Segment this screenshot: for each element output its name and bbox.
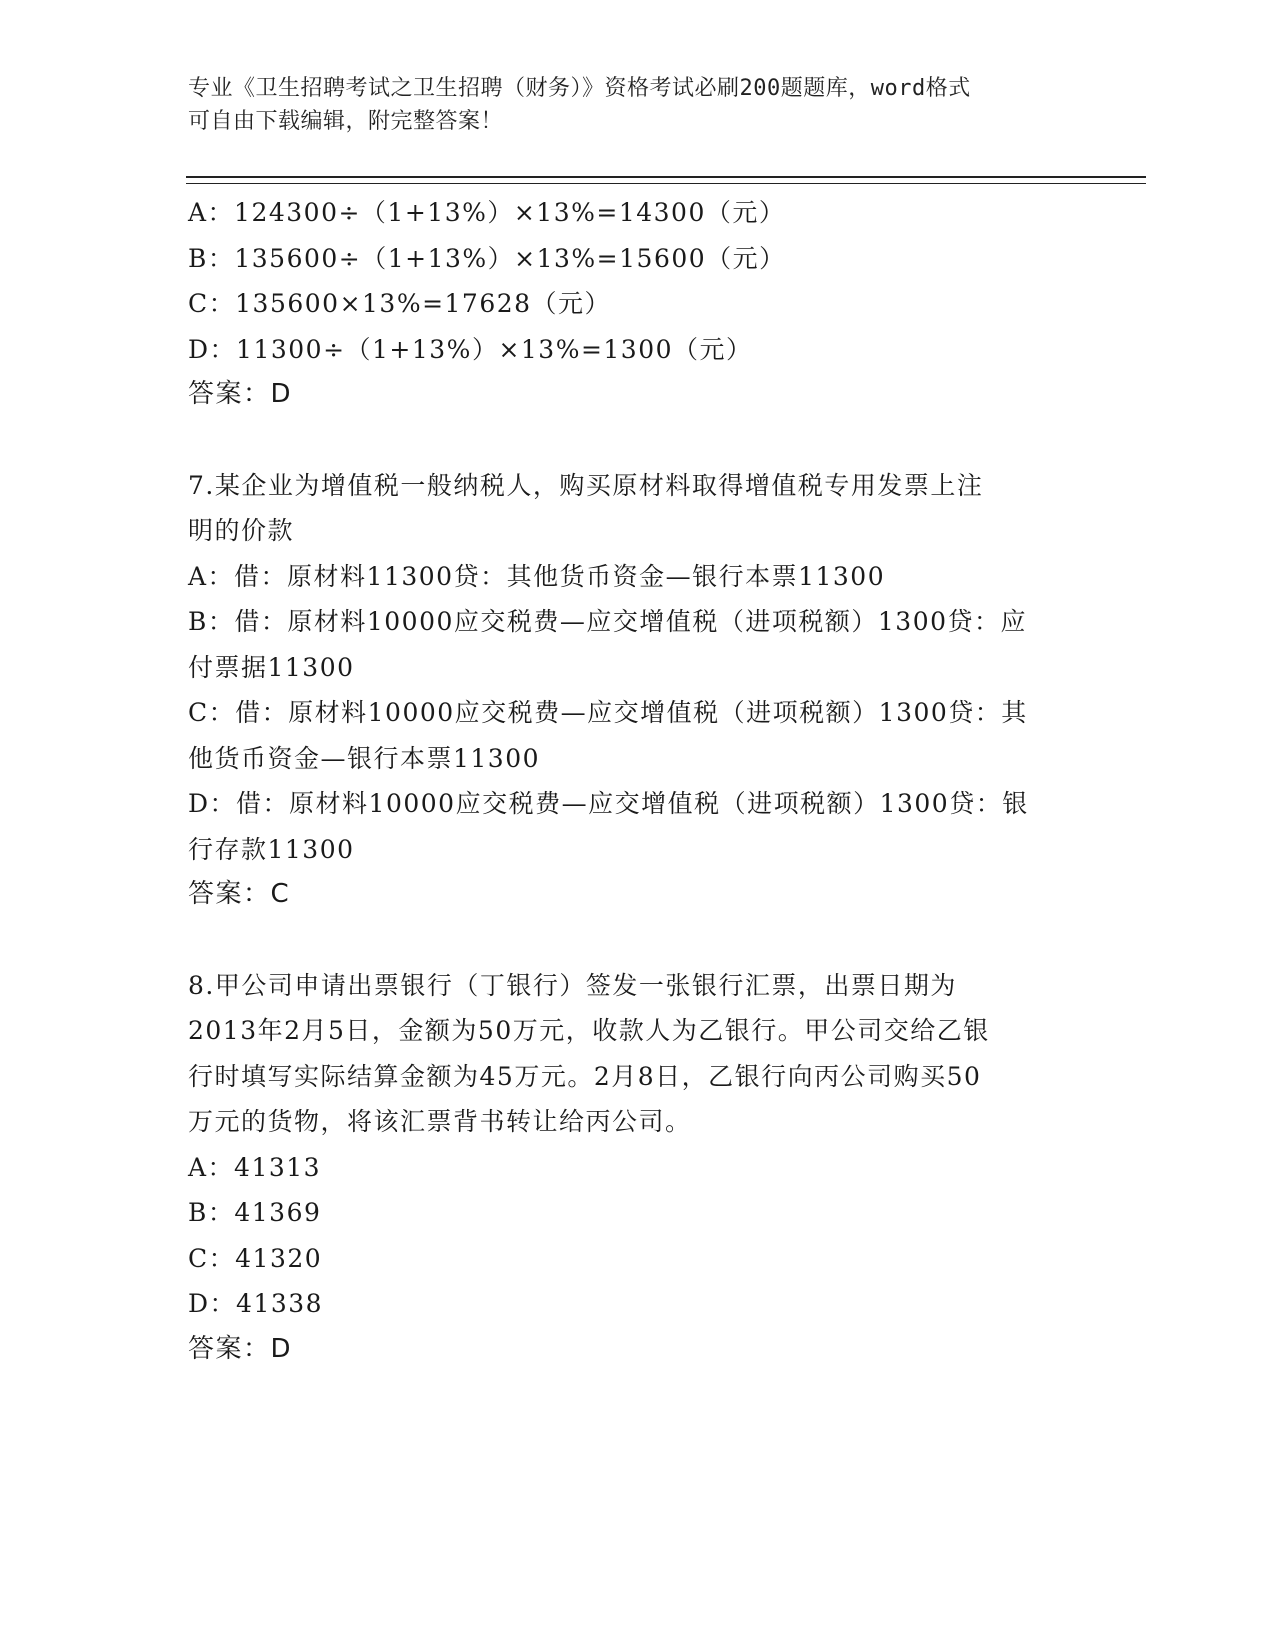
header-line-2: 可自由下载编辑，附完整答案！ [188, 109, 504, 134]
q7-option-a: A：借：原材料11300贷：其他货币资金—银行本票11300 [188, 561, 886, 591]
q7-option-d: D：借：原材料10000应交税费—应交增值税（进项税额）1300贷：银 [188, 789, 1029, 818]
q7-option-c-cont: 他货币资金—银行本票11300 [188, 743, 541, 773]
q6-option-a: A：124300÷（1+13%）×13%=14300（元） [188, 198, 786, 227]
q6-option-d: D：11300÷（1+13%）×13%=1300（元） [188, 334, 753, 364]
header-line-1: 专业《卫生招聘考试之卫生招聘（财务）》资格考试必刷200题题库，word格式 [188, 76, 971, 101]
document-body [188, 190, 1088, 1372]
q7-option-c: C：借：原材料10000应交税费—应交增值税（进项税额）1300贷：其 [188, 698, 1028, 727]
q8-stem-line-3: 行时填写实际结算金额为45万元。2月8日，乙银行向丙公司购买50 [188, 1061, 982, 1091]
q6-option-c: C：135600×13%=17628（元） [188, 289, 612, 318]
q6-option-b: B：135600÷（1+13%）×13%=15600（元） [188, 243, 786, 273]
question-6-block [188, 190, 1088, 418]
q6-answer: 答案：D [188, 379, 293, 409]
spacer [188, 418, 1088, 463]
q8-stem-line-2: 2013年2月5日，金额为50万元，收款人为乙银行。甲公司交给乙银 [188, 1016, 990, 1045]
question-8-block [188, 963, 1088, 1373]
q7-option-b: B：借：原材料10000应交税费—应交增值税（进项税额）1300贷：应 [188, 607, 1028, 636]
q8-stem-line-4: 万元的货物，将该汇票背书转让给丙公司。 [188, 1107, 692, 1136]
q7-stem-line-2: 明的价款 [188, 516, 295, 545]
spacer [188, 918, 1088, 963]
question-7-block [188, 463, 1088, 918]
q7-option-b-cont: 付票据11300 [188, 652, 355, 682]
document-header [188, 72, 1088, 138]
q7-answer: 答案：C [188, 879, 291, 909]
q7-option-d-cont: 行存款11300 [188, 834, 355, 864]
q8-stem-line-1: 8.甲公司申请出票银行（丁银行）签发一张银行汇票，出票日期为 [188, 970, 957, 1000]
header-divider [186, 176, 1146, 184]
q8-option-a: A：41313 [188, 1152, 322, 1182]
q8-option-c: C：41320 [188, 1243, 323, 1273]
q8-option-b: B：41369 [188, 1198, 322, 1227]
q8-answer: 答案：D [188, 1333, 293, 1364]
q7-stem-line-1: 7.某企业为增值税一般纳税人，购买原材料取得增值税专用发票上注 [188, 470, 984, 500]
q8-option-d: D：41338 [188, 1289, 324, 1318]
